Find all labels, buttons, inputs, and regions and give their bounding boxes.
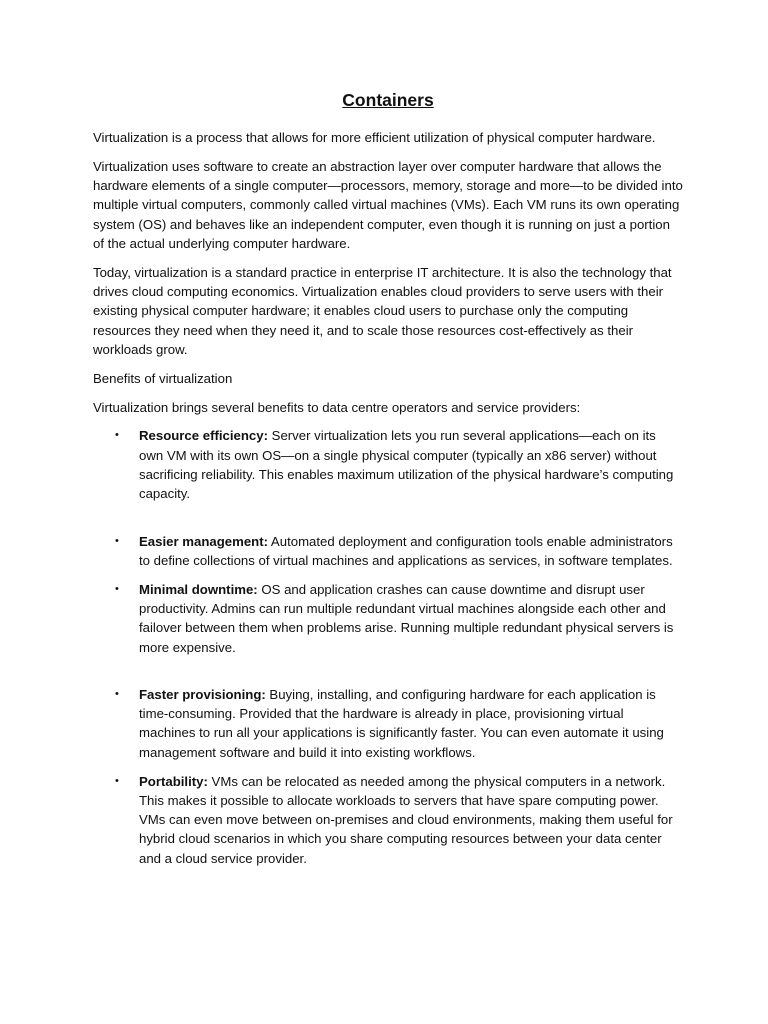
list-item-portability — [93, 772, 683, 868]
page-title: Containers — [342, 90, 434, 110]
bullet-icon: • — [115, 534, 119, 547]
list-item-resource-efficiency — [93, 426, 683, 503]
bullet-icon: • — [115, 582, 119, 595]
paragraph-3: Today, virtualization is a standard practice in enterprise IT architecture. It is also the technology that drives cloud computing economics. Virtualization enables cloud providers to serve users with their existing physical computer hardware; it enables cloud users to purchase only the computing resources they need when they need it, and to scale those resources cost-effectively as their workloads grow. — [93, 264, 672, 357]
list-item-faster-provisioning — [93, 685, 683, 762]
benefits-intro: Virtualization brings several benefits to data centre operators and service providers: — [93, 399, 581, 415]
benefit-text: VMs can be relocated as needed among the physical computers in a network. This makes it possible to allocate workloads to servers that have spare computing power. VMs can even move between on-premises and cloud environments, making them useful for hybrid cloud scenarios in which you share computing resources between your data center and a cloud service provider. — [139, 773, 673, 866]
benefit-label: Resource efficiency: — [139, 428, 268, 444]
paragraph-1: Virtualization is a process that allows for more efficient utilization of physical computer hardware. — [93, 130, 656, 145]
benefit-label: Portability: — [139, 773, 208, 789]
benefit-label: Faster provisioning: — [139, 686, 266, 702]
section-heading: Benefits of virtualization — [93, 370, 233, 386]
benefits-list — [93, 426, 683, 868]
document-page — [93, 88, 683, 878]
benefit-text: Server virtualization lets you run several applications—each on its own VM with its own OS—on a single physical computer (typically an x86 server) without sacrificing reliability. This enables maximum utilization of the physical hardware’s computing capacity. — [139, 428, 674, 502]
benefit-text: OS and application crashes can cause downtime and disrupt user productivity. Admins can run multiple redundant virtual machines alongside each other and failover between them when problems arise. Running multiple redundant physical servers is more expensive. — [139, 581, 674, 655]
bullet-icon: • — [115, 687, 119, 700]
bullet-icon: • — [115, 429, 119, 442]
paragraph-2: Virtualization uses software to create an abstraction layer over computer hardware that allows the hardware elements of a single computer—processors, memory, storage and more—to be divided into multiple virtual computers, commonly called virtual machines (VMs). Each VM runs its own operating system (OS) and behaves like an independent computer, even though it is running on just a portion of the actual underlying computer hardware. — [93, 158, 683, 251]
bullet-icon: • — [115, 774, 119, 787]
benefit-label: Easier management: — [139, 533, 268, 549]
benefit-label: Minimal downtime: — [139, 581, 258, 597]
benefit-text: Automated deployment and configuration tools enable administrators to define collections of virtual machines and applications as services, in software templates. — [139, 533, 673, 568]
list-item-minimal-downtime — [93, 580, 683, 657]
list-item-easier-management — [93, 532, 683, 571]
benefit-text: Buying, installing, and configuring hardware for each application is time-consuming. Provided that the hardware is already in place, provisioning virtual machines to run all your applications is significantly faster. You can even automate it using management software and build it into existing workflows. — [139, 686, 664, 760]
